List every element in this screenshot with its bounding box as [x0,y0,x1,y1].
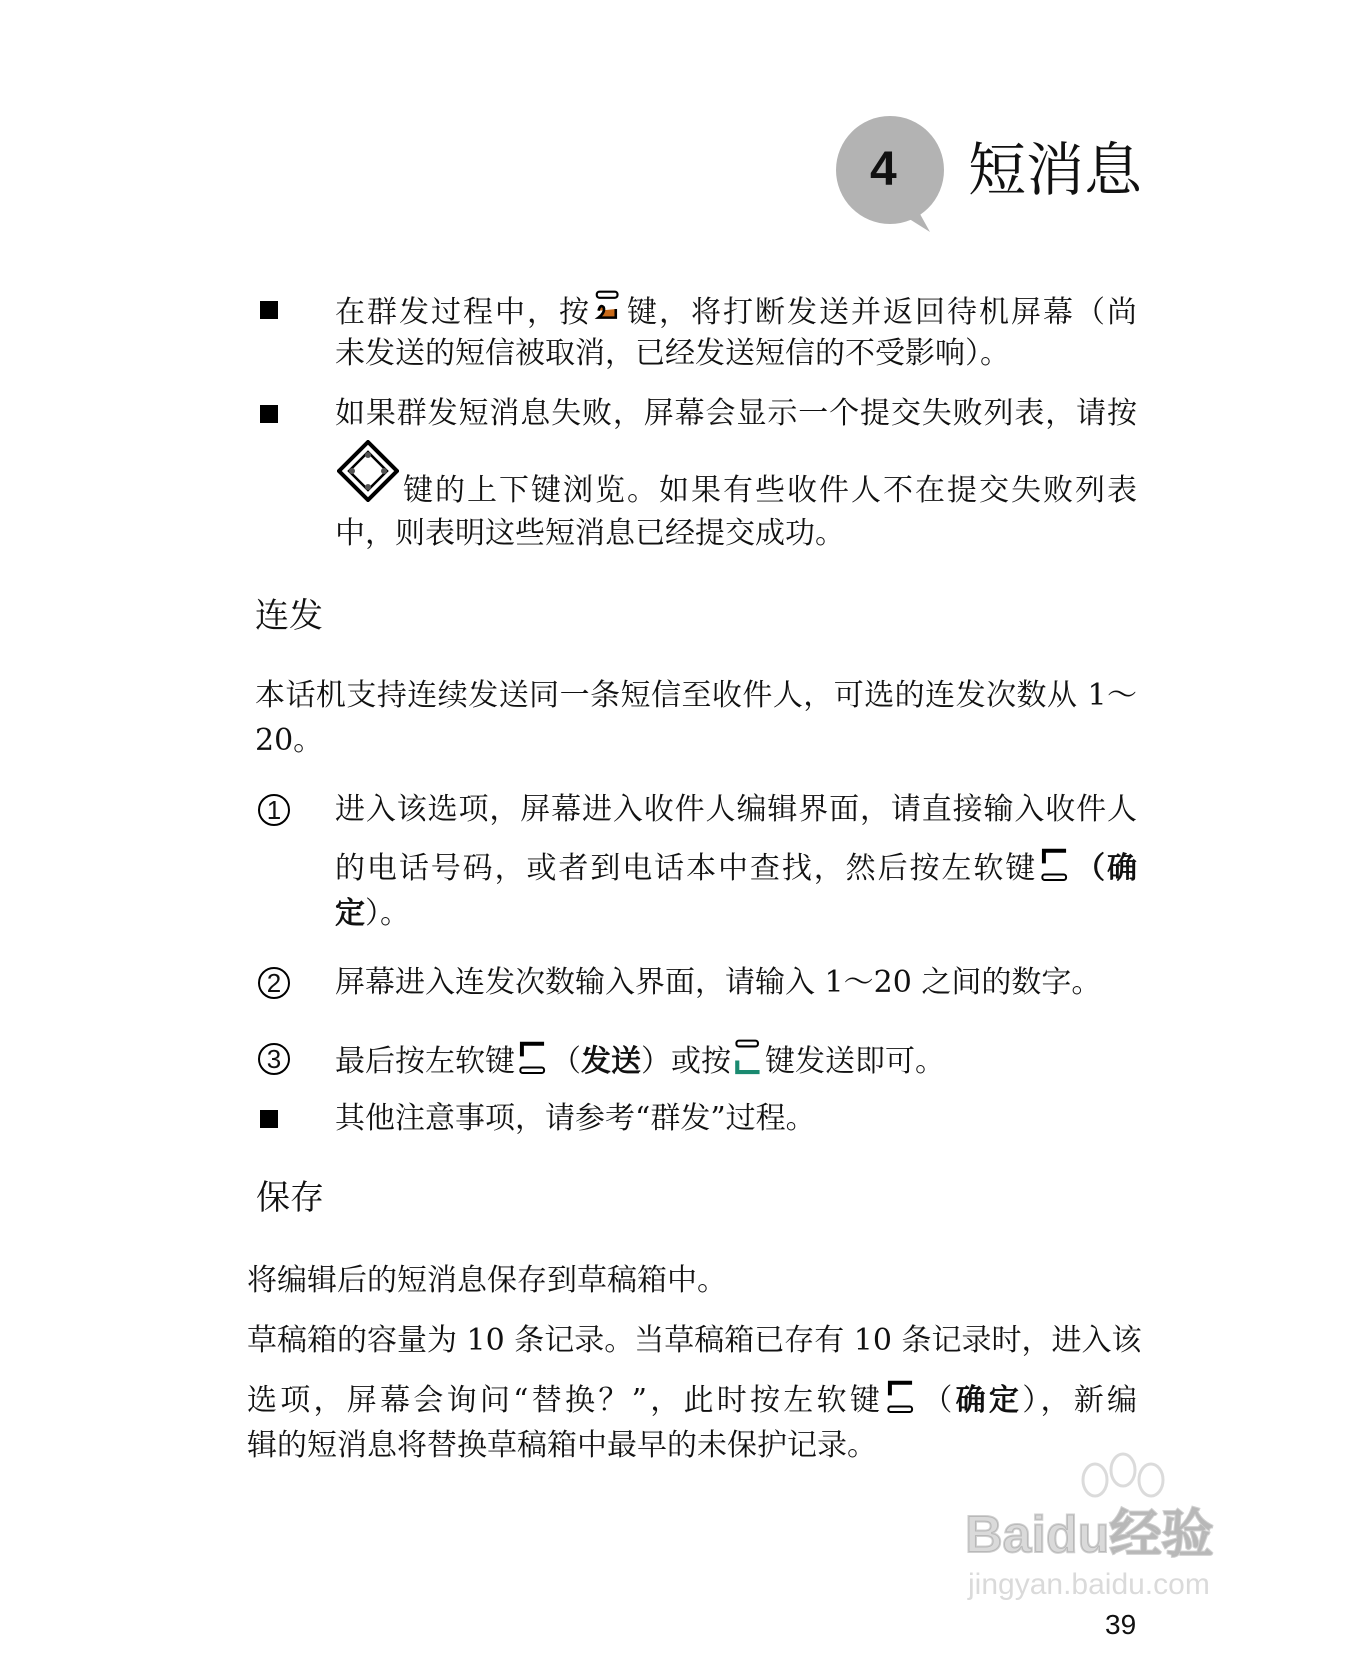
text: 选项，屏幕会询问“替换？”，此时按左软键 [247,1383,884,1418]
left-softkey-icon [885,1378,917,1416]
text: 键发送即可。 [765,1044,945,1079]
text: 最后按左软键 [335,1044,515,1079]
section-heading: 保存 [256,1178,324,1218]
text: 发送 [581,1044,641,1079]
step1-line1: 进入该选项，屏幕进入收件人编辑界面，请直接输入收件人 [335,792,1137,827]
page-number: 39 [1105,1609,1137,1640]
text: ），新编 [1022,1383,1137,1418]
text: 在群发过程中，按 [335,295,591,330]
paragraph-line: 20。 [255,723,324,758]
left-softkey-icon [1039,846,1071,884]
text: ）或按 [641,1044,731,1079]
bullet-square [260,405,278,423]
bullet1-line2: 未发送的短信被取消，已经发送短信的不受影响）。 [335,336,1010,371]
bullet2-line1: 如果群发短消息失败，屏幕会显示一个提交失败列表，请按 [335,396,1137,431]
paragraph-line: 本话机支持连续发送同一条短信至收件人，可选的连发次数从 1～ [255,678,1137,713]
chapter-number: 4 [870,143,897,196]
step-marker: 1 [258,794,290,826]
paragraph-line: 草稿箱的容量为 10 条记录。当草稿箱已存有 10 条记录时，进入该 [247,1323,1142,1358]
baidu-paw-icon [1065,1450,1185,1506]
step3-text [335,1039,945,1079]
text: （确 [1073,851,1138,886]
paragraph-line: 辑的短消息将替换草稿箱中最早的未保护记录。 [247,1428,877,1463]
step1-line3 [335,894,410,934]
note-text: 其他注意事项，请参考“群发”过程。 [335,1101,816,1136]
end-key-icon [593,290,623,328]
text: 的电话号码，或者到电话本中查找，然后按左软键 [335,851,1038,886]
text: （ [551,1044,581,1079]
text: 定 [335,896,365,931]
bullet1-line1 [335,290,1137,330]
step-marker: 2 [258,967,290,999]
chapter-title: 短消息 [968,136,1143,204]
send-key-icon [733,1039,763,1077]
paragraph-line: 将编辑后的短消息保存到草稿箱中。 [247,1263,727,1298]
bullet2-line2: 键的上下键浏览。如果有些收件人不在提交失败列表 [403,473,1137,508]
bullet2-line3: 中，则表明这些短消息已经提交成功。 [335,516,845,551]
text: ）。 [365,896,410,931]
step2-text: 屏幕进入连发次数输入界面，请输入 1～20 之间的数字。 [335,965,1102,1000]
section-heading: 连发 [255,596,323,636]
bullet-square [260,1110,278,1128]
step-marker: 3 [258,1043,290,1075]
step1-line2 [335,846,1137,886]
paragraph-line [247,1378,1137,1418]
text: 确定 [955,1383,1023,1418]
bullet-square [260,301,278,319]
watermark-brand: Baidu经验 [965,1506,1214,1564]
watermark-url: jingyan.baidu.com [968,1568,1210,1601]
text: 键，将打断发送并返回待机屏幕（尚 [625,295,1137,330]
left-softkey-icon [517,1039,549,1077]
text: （ [919,1383,956,1418]
navigation-key-icon [337,440,399,502]
